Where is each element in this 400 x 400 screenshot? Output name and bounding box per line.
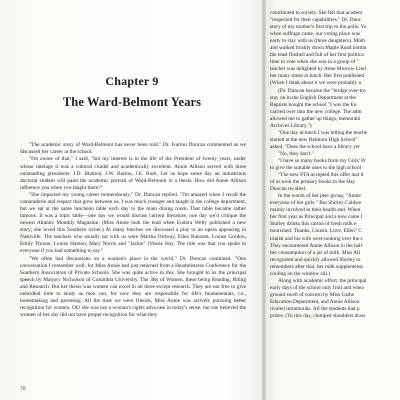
text-line: Baptists bought the school "I was the Eu xyxy=(270,101,357,108)
left-page-body xyxy=(20,142,246,320)
text-line: and walked briskly down Maple Road holdin xyxy=(270,45,367,52)
chapter-label: Chapter 9 xyxy=(105,74,159,88)
text-line: (When I think about it we were probably a xyxy=(270,80,361,87)
text-line: "I have so many books from my Girls' Pr xyxy=(278,157,366,164)
text-line: nourished. Thanks, Cousin. Love, Ellen" C xyxy=(270,228,362,235)
text-line: of us took the primary books to the Hay xyxy=(270,179,356,186)
text-line: Duncan recalled. xyxy=(270,186,307,193)
text-line: when suffrage came, our voting place was xyxy=(270,31,360,38)
paragraph: "I'm aware of that," I said, "but my interest is in the life of the President of twenty years, under whose tutelage it was a cultural citadel and academically excellent. Annie Allison served with three outstanding presidents: J.D. Blanton, J.W. Barton, J.E. Burk. Let us hope some day an industrious doctoral student will paint the academic portrait of Ward-Belmont in a thesis. How did Annie Allison influence you when you taught there?" xyxy=(20,156,246,191)
text-line: In the words of her peer group, "Annie xyxy=(278,193,361,200)
text-line: trialist and his wife were looking over the s xyxy=(270,235,363,242)
page-number: 70 xyxy=(20,386,26,392)
text-line: (Dr. Duncan became the "bridge over-tro xyxy=(278,87,366,94)
paragraph: "She impacted my young career tremendously," Dr. Duncan replied. "I'm amazed when I recall the camaraderie and respect that grew between us. I was much younger and taught in the college department, but we sat at the same luncheon table each day in the main dining room. That table became rather famous. It was a topic table—one day we would discuss current literature, one day we'd critique the newest Atlantic Monthly Magazine. (Miss Annie took the lead when Eudora Welty published a new story; she loved this Southern writer.) At many lunches we discussed a play or an opera appearing in Nashville. The teachers who usually sat with us were Martha Ordway, Ellen Ransom, Louise Gordon, Emily Throne, Louise Hamon, Mary Norris and "Jackie" (Vessie Hay. The rule was that you spoke to everyone if you had something to say." xyxy=(20,192,246,255)
paragraph: "The academic story of Ward-Belmont has never been told," Dr. Ivarlou Duncan commented as we discussed her career at the school. xyxy=(20,142,246,156)
text-line: recognized and quickly allowed Shirley to xyxy=(270,256,361,263)
text-line: "One day at lunch I was telling the teache xyxy=(278,129,368,136)
text-line: the least flushed and full of her first politica xyxy=(270,52,364,59)
text-line: early days of the school only fruit and whea xyxy=(270,284,364,291)
chapter-title: The Ward-Belmont Years xyxy=(62,95,202,109)
text-line: Education Department, and Annie Allison xyxy=(270,298,360,305)
paragraph: "We often had discussions on a woman's place in the world," Dr. Duncan continued. "One conversation I remember well, for Miss Annie had just returned from a Headmistress Conference for the Southern Association of Private Schools. She was quite active in this. She brought to us the principal speech by Marjory Nicholson of Columbia University, The 3Rs of Women, these being Reading, Riting and Research. But her thesis was women can excel in all three except research. They are not free to give unbridled time to study as men can, for now they are responsible for life's fundamentals, i.e., homemaking and parenting. All the time we were friends, Miss Annie was actively pursuing better recognition for women. Oh! she was not a woman's rights advocate in today's sense, but she believed the women of her day did not have proper recognition for what they xyxy=(20,255,246,319)
text-line: stay on in the English Department at the xyxy=(270,94,356,101)
text-line: her first year as Principal and a new came I xyxy=(270,214,363,221)
text-line: her consumption of a jar of milk. Miss All xyxy=(270,249,361,256)
text-line: everyone of her girls." But Shirley Caldwe xyxy=(270,200,362,207)
text-line: allowed me to gather up things, memorabi xyxy=(270,115,361,122)
text-line: "No, they don't." xyxy=(278,150,314,157)
right-page-body xyxy=(270,10,400,320)
text-line: time to vote when she was in a group of " xyxy=(270,59,359,66)
text-line: They encountered Annie Allison in the hall xyxy=(270,242,363,249)
text-line: rivaled intramurals. All the students had p xyxy=(270,305,360,312)
text-line: prizes. (To this day, clumped shoulders draw xyxy=(270,313,366,320)
text-line: asked, "Does the school have a library yet xyxy=(270,143,360,150)
book-gutter xyxy=(262,0,266,400)
text-line: started at the new Belmont High School" xyxy=(270,136,358,143)
text-line: early to stay with us (three daughters). Moth xyxy=(270,38,365,45)
text-line: remembers after that, her milk supplements xyxy=(270,263,363,270)
text-line: ground swell of concern by Miss Cathe xyxy=(270,291,354,298)
text-line: to give the suitable ones to the high school xyxy=(270,165,362,172)
text-line: Shirley drinks this carton of fresh milk e xyxy=(270,221,357,228)
text-line: her many times at lunch. Her first published xyxy=(270,73,365,80)
text-line: contributed to society. She felt that academ xyxy=(270,10,363,16)
text-line: Along with academic effort, the principal xyxy=(278,277,367,284)
text-line: Archives Library.") xyxy=(270,122,312,129)
text-line: mainly involved in their health and. When xyxy=(270,207,361,214)
text-line: story of my mother's first trip to the polls. Yo xyxy=(270,24,367,31)
text-line: "respected for their capabilities." Dr. Dunc xyxy=(270,17,362,24)
text-line: cooling on the window sill.) xyxy=(270,270,331,277)
text-line: carried over into the new college. The adm xyxy=(270,108,362,115)
text-line: teacher was delighted by Anne Morrow Lind xyxy=(270,66,366,73)
text-line: "The new PTA accepted this offer and it xyxy=(278,172,364,179)
